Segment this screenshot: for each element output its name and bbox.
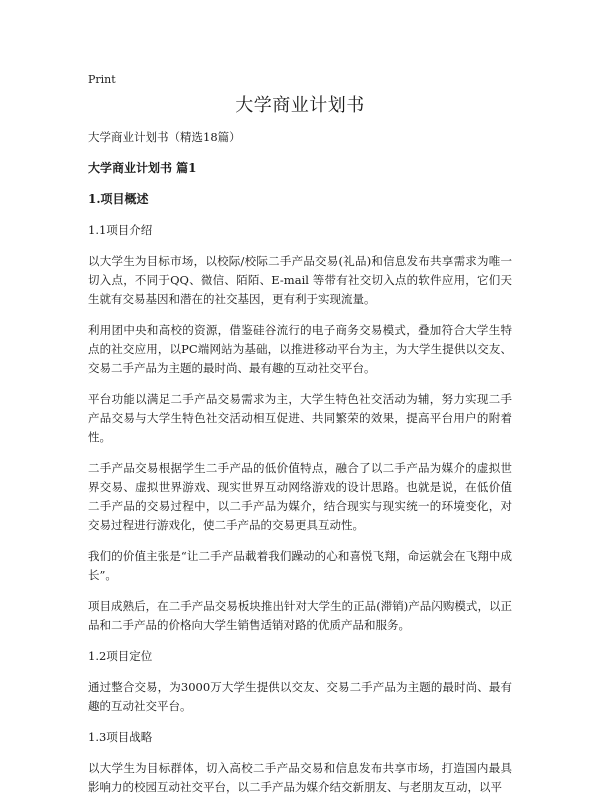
heading-project-positioning: 1.2项目定位: [88, 649, 153, 663]
print-link[interactable]: Print: [88, 73, 116, 86]
paragraph: 利用团中央和高校的资源，借鉴硅谷流行的电子商务交易模式，叠加符合大学生特点的社交应用，以PC端网站为基础，以推进移动平台为主，为大学生提供以交友、交易二手产品为主题的最时尚、最有趣的互动社交平台。: [88, 323, 512, 375]
heading-project-intro: 1.1项目介绍: [88, 223, 153, 237]
paragraph: 平台功能以满足二手产品交易需求为主，大学生特色社交活动为辅，努力实现二手产品交易与大学生特色社交活动相互促进、共同繁荣的效果，提高平台用户的附着性。: [88, 392, 512, 444]
document-title: 大学商业计划书: [235, 95, 365, 116]
heading-project-overview: 1.项目概述: [88, 192, 149, 206]
paragraph: 以大学生为目标市场，以校际/校际二手产品交易(礼品)和信息发布共享需求为唯一切入点，不同于QQ、微信、陌陌、E-mail 等带有社交切入点的软件应用，它们天生就有交易基因和潜在的社交基因，更有利于实现流量。: [88, 254, 512, 306]
heading-project-strategy: 1.3项目战略: [88, 730, 153, 744]
document-subtitle: 大学商业计划书（精选18篇）: [88, 130, 241, 144]
paragraph: 我们的价值主张是“让二手产品載着我们躁动的心和喜悦飞翔，命运就会在飞翔中成长”。: [88, 549, 512, 582]
paragraph: 通过整合交易，为3000万大学生提供以交友、交易二手产品为主题的最时尚、最有趣的互动社交平台。: [88, 680, 512, 713]
section-title: 大学商业计划书 篇1: [88, 161, 197, 175]
document-body: [88, 128, 512, 809]
paragraph: 以大学生为目标群体，切入高校二手产品交易和信息发布共享市场，打造国内最具影响力的校园互动社交平台，以二手产品为媒介结交新朋友、与老朋友互动，以平: [88, 761, 512, 794]
paragraph: 二手产品交易根据学生二手产品的低价值特点，融合了以二手产品为媒介的虚拟世界交易、虚拟世界游戏、现实世界互动网络游戏的设计思路。也就是说，在低价值二手产品的交易过程中，以二手产品为媒介，结合现实与现实统一的环境变化，对交易过程进行游戏化，使二手产品的交易更具互动性。: [88, 461, 512, 532]
paragraph: 项目成熟后，在二手产品交易板块推出针对大学生的正品(滞销)产品闪购模式，以正品和二手产品的价格向大学生销售适销对路的优质产品和服务。: [88, 599, 512, 632]
